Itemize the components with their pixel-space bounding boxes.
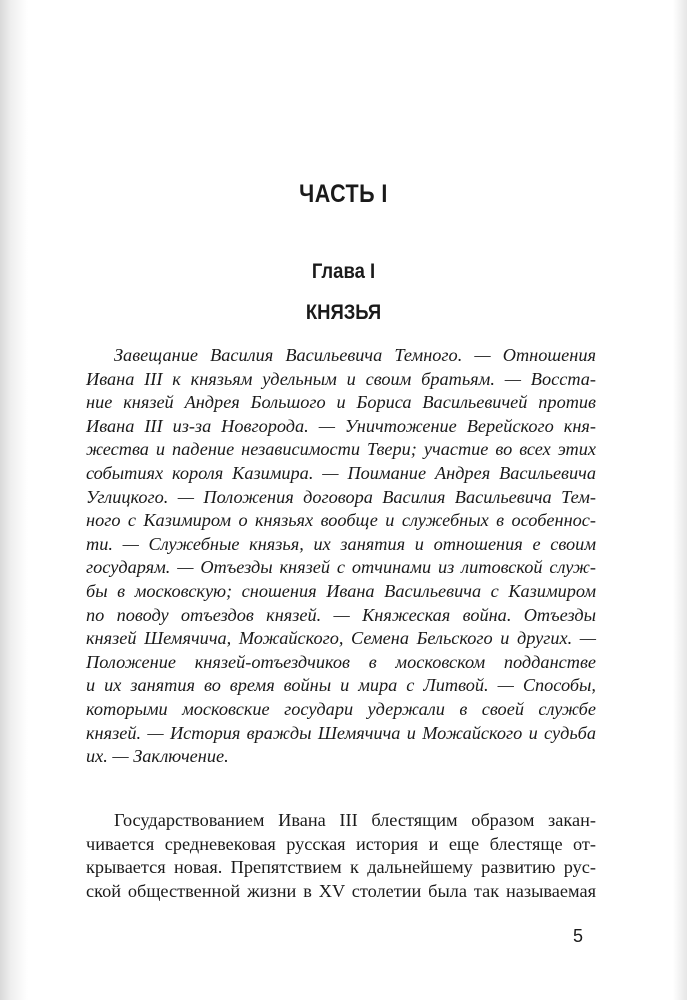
summary-line: князей Шемячича, Можайского, Семена Бельского и других. — <box>86 628 596 649</box>
chapter-summary <box>86 344 596 769</box>
summary-line: Завещание Василия Васильевича Темного. — Отношения <box>114 345 596 365</box>
chapter-number: Глава I <box>311 260 376 283</box>
page-number: 5 <box>573 926 584 946</box>
part-title: ЧАСТЬ I <box>299 180 388 208</box>
summary-line: государям. — Отъезды князей с отчинами из литовской служ- <box>86 557 596 578</box>
page-edge-shadow <box>673 0 687 1000</box>
summary-line: Углицкого. — Положения договора Василия Васильевича Тем- <box>86 486 596 507</box>
chapter-title: КНЯЗЬЯ <box>305 301 382 324</box>
page-gutter-shadow <box>0 0 28 1000</box>
summary-line: событиях короля Казимира. — Поимание Андрея Васильевича <box>86 462 596 483</box>
body-line: Государствованием Ивана III блестящим образом закан- <box>114 810 596 830</box>
body-line: крывается новая. Препятствием к дальнейшему развитию рус- <box>86 857 596 878</box>
summary-line: по поводу отъездов князей. — Княжеская война. Отъезды <box>86 604 596 625</box>
summary-line: жества и падение независимости Твери; участие во всех этих <box>86 439 596 460</box>
body-line: ской общественной жизни в XV столетии была так называемая <box>86 880 596 901</box>
summary-line: бы в московскую; сношения Ивана Васильевича с Казимиром <box>86 580 596 601</box>
body-line: чивается средневековая русская история и еще блестяще от- <box>86 833 596 854</box>
summary-line: ние князей Андрея Большого и Бориса Васильевичей против <box>86 392 596 413</box>
summary-line: Ивана III из-за Новгорода. — Уничтожение Верейского кня- <box>86 415 596 436</box>
summary-line: их. — Заключение. <box>86 746 229 767</box>
summary-line: которыми московские государи удержали в своей службе <box>86 698 596 719</box>
summary-line: князей. — История вражды Шемячича и Можайского и судьба <box>86 722 596 743</box>
summary-line: ного с Казимиром о князьях вообще и служебных в особеннос- <box>86 510 596 531</box>
body-paragraph <box>86 809 596 903</box>
summary-line: и их занятия во время войны и мира с Литвой. — Способы, <box>86 675 596 696</box>
summary-line: ти. — Служебные князья, их занятия и отношения е своим <box>86 533 596 554</box>
summary-line: Положение князей-отъездчиков в московском подданстве <box>86 651 596 672</box>
summary-line: Ивана III к князьям удельным и своим братьям. — Восста- <box>86 368 596 389</box>
